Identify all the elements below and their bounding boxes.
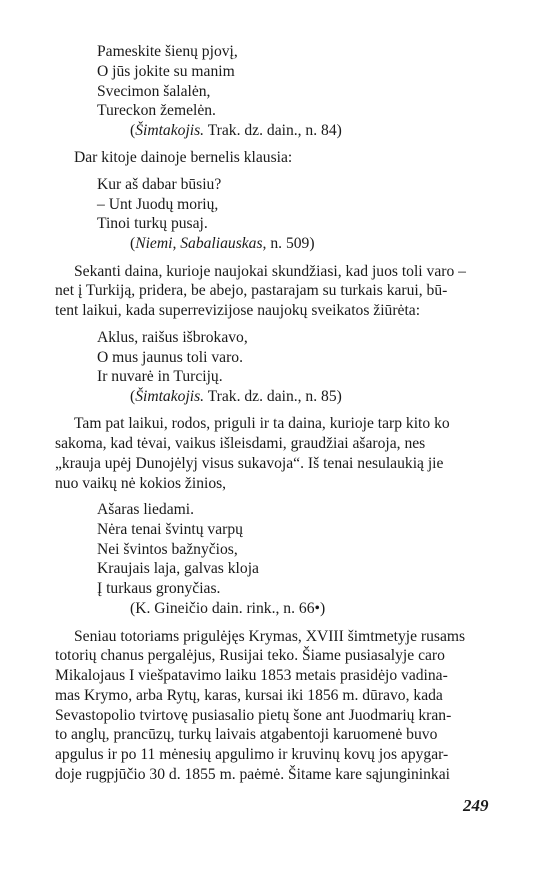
source-citation: (Šimtakojis. Trak. dz. dain., n. 84): [130, 122, 342, 139]
verse-line: O jūs jokite su manim: [97, 63, 235, 80]
citation-rest: Trak. dz. dain., n. 84): [204, 122, 342, 139]
verse-line: Nėra tenai švintų varpų: [97, 521, 243, 538]
verse-line: Tureckon žemelėn.: [97, 102, 216, 119]
verse-line: O mus jaunus toli varo.: [97, 349, 243, 366]
paragraph-line: sakoma, kad tėvai, vaikus išleisdami, graudžiai ašaroja, nes: [55, 435, 426, 452]
verse-line: Nei švintos bažnyčios,: [97, 541, 238, 558]
paragraph-line: mas Krymo, arba Rytų, karas, kursai iki 1856 m. dūravo, kada: [55, 687, 443, 704]
source-citation: (Šimtakojis. Trak. dz. dain., n. 85): [130, 388, 342, 405]
citation-author: Niemi, Sabaliauskas,: [135, 235, 267, 252]
paragraph-line: Sevastopolio tvirtovę pusiasalio pietų šone ant Juodmarių kran-: [55, 707, 452, 724]
paragraph-line: apgulus ir po 11 mėnesių apgulimo ir kruvinų kovų jos apygar-: [55, 746, 449, 763]
citation-author: Šimtakojis.: [135, 122, 205, 139]
verse-line: Kur aš dabar būsiu?: [97, 176, 222, 193]
paragraph-line: totorių chanus pergalėjus, Rusijai teko. Šiame pusiasalyje caro: [55, 647, 445, 664]
verse-line: Aklus, raišus išbrokavo,: [97, 329, 248, 346]
paragraph-line: to anglų, prancūzų, turkų laivais atgabentoji karuomenė buvo: [55, 726, 438, 743]
verse-line: Ir nuvarė in Turcijų.: [97, 368, 223, 385]
paragraph-line: nuo vaikų nė kokios žinios,: [55, 475, 227, 492]
paragraph-line: Dar kitoje dainoje bernelis klausia:: [74, 149, 293, 166]
paragraph-line: net į Turkiją, pridera, be abejo, pastarajam su turkais karui, bū-: [55, 282, 448, 299]
verse-line: Į turkaus gronyčias.: [97, 580, 221, 597]
verse-line: Pameskite šienų pjovį,: [97, 43, 238, 60]
paragraph-line: doje rugpjūčio 30 d. 1855 m. paėmė. Šitame kare sąjungininkai: [55, 766, 450, 783]
paragraph-line: „krauja upėj Dunojėlyj visus sukavoja“. Iš tenai nesulaukią jie: [55, 455, 444, 472]
paragraph-line: Tam pat laikui, rodos, priguli ir ta daina, kurioje tarp kito ko: [74, 415, 450, 432]
verse-line: – Unt Juodų morių,: [97, 196, 219, 213]
verse-line: Svecimon šalalėn,: [97, 83, 211, 100]
citation-rest: Trak. dz. dain., n. 85): [204, 388, 342, 405]
source-citation: (K. Gineičio dain. rink., n. 66•): [130, 600, 326, 617]
verse-line: Kraujais laja, galvas kloja: [97, 560, 259, 577]
paragraph-line: Seniau totoriams prigulėjęs Krymas, XVIII šimtmetyje rusams: [74, 628, 466, 645]
verse-line: Tinoi turkų pusaj.: [97, 215, 208, 232]
verse-line: Ašaras liedami.: [97, 501, 194, 518]
paragraph-line: tent laikui, kada superrevizijose naujokų sveikatos žiūrėta:: [55, 302, 421, 319]
citation-rest: n. 509): [266, 235, 315, 252]
paragraph-line: Mikalojaus I viešpatavimo laiku 1853 metais prasidėjo vadina-: [55, 667, 448, 684]
page-number: 249: [463, 796, 489, 815]
source-citation: (Niemi, Sabaliauskas, n. 509): [130, 235, 315, 252]
citation-author: Šimtakojis.: [135, 388, 205, 405]
paragraph-line: Sekanti daina, kurioje naujokai skundžiasi, kad juos toli varo –: [74, 263, 466, 280]
